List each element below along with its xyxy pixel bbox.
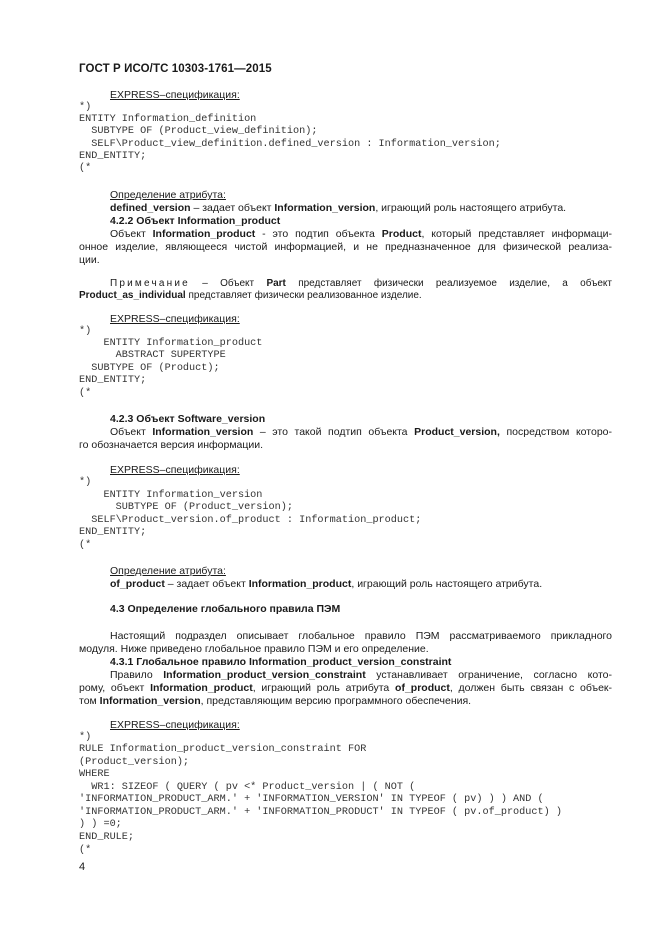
entity-name: Information_version — [152, 426, 254, 438]
code-open: *) — [79, 477, 92, 488]
text: , который представляет информаци- — [421, 228, 613, 240]
entity-name: Information_version — [99, 695, 201, 707]
text: , играющий роль атрибута — [252, 682, 396, 694]
attribute-definition-label: Определение атрибута: — [110, 189, 226, 201]
code-line: END_ENTITY; — [79, 375, 147, 386]
code-line: SUBTYPE OF (Product_version); — [79, 502, 293, 513]
code-line: SUBTYPE OF (Product); — [79, 363, 220, 374]
section-heading: 4.3 Определение глобального правила ПЭМ — [110, 603, 341, 615]
code-line: SUBTYPE OF (Product_view_definition); — [79, 126, 318, 137]
paragraph-line — [79, 228, 612, 241]
note-label: Примечание — [110, 278, 190, 289]
section-heading: 4.3.1 Глобальное правило Information_product_version_constraint — [110, 656, 452, 668]
entity-name: Information_version — [274, 202, 376, 214]
text: рому, объект — [79, 682, 151, 694]
code-line: RULE Information_product_version_constraint FOR — [79, 744, 367, 755]
express-spec-label: EXPRESS–спецификация: — [110, 89, 240, 101]
entity-name: Information_product — [248, 578, 352, 590]
code-close: (* — [79, 388, 92, 399]
code-line: WHERE — [79, 769, 110, 780]
code-line: ABSTRACT SUPERTYPE — [79, 350, 226, 361]
code-line: END_ENTITY; — [79, 151, 147, 162]
text: – Объект — [189, 278, 267, 289]
paragraph-line — [79, 695, 471, 708]
text: представляет физически реализованное изделие. — [185, 290, 422, 301]
code-close: (* — [79, 540, 92, 551]
express-spec-label: EXPRESS–спецификация: — [110, 464, 240, 476]
paragraph-line — [79, 669, 612, 682]
express-spec-label: EXPRESS–спецификация: — [110, 313, 240, 325]
code-line: ENTITY Information_version — [79, 490, 263, 501]
code-open: *) — [79, 732, 92, 743]
text: том — [79, 695, 100, 707]
entity-name: Information_product — [152, 228, 256, 240]
attribute-name: defined_version — [110, 202, 191, 214]
text: , играющий роль настоящего атрибута. — [351, 578, 543, 590]
paragraph-line: Настоящий подраздел описывает глобальное правило ПЭМ рассматриваемого прикладного — [110, 630, 612, 642]
text: устанавливает ограничение, согласно кото- — [365, 669, 612, 681]
attribute-name: of_product — [110, 578, 165, 590]
section-heading: 4.2.3 Объект Software_version — [110, 413, 266, 425]
code-line: SELF\Product_view_definition.defined_version : Information_version; — [79, 139, 501, 150]
text: представляет физически реализуемое изделие, а объект — [285, 278, 612, 289]
text: – задает объект — [164, 578, 249, 590]
entity-name: Information_product — [150, 682, 253, 694]
code-line: END_RULE; — [79, 832, 135, 843]
text: Объект — [110, 228, 153, 240]
code-line: ) ) =0; — [79, 819, 122, 830]
section-heading: 4.2.2 Объект Information_product — [110, 215, 281, 227]
entity-name: Product — [381, 228, 422, 240]
code-line: END_ENTITY; — [79, 527, 147, 538]
entity-name: Part — [266, 278, 286, 289]
entity-name: Information_product_version_constraint — [163, 669, 366, 681]
text: - это подтип объекта — [255, 228, 382, 240]
attribute-definition — [110, 202, 566, 215]
paragraph-line: онное изделие, являющееся чистой информацией, и не предназначенное для физической реализа- — [79, 241, 612, 253]
code-line: (Product_version); — [79, 757, 190, 768]
text: – задает объект — [190, 202, 275, 214]
code-line: ENTITY Information_definition — [79, 114, 257, 125]
text: Правило — [110, 669, 164, 681]
paragraph-line — [79, 682, 612, 695]
code-open: *) — [79, 102, 92, 113]
code-line: 'INFORMATION_PRODUCT_ARM.' + 'INFORMATION_VERSION' IN TYPEOF ( pv) ) ) AND ( — [79, 794, 544, 805]
text: , должен быть связан с объек- — [449, 682, 612, 694]
code-line: WR1: SIZEOF ( QUERY ( pv <* Product_version | ( NOT ( — [79, 782, 416, 793]
text: , играющий роль настоящего атрибута. — [375, 202, 567, 214]
text: Объект — [110, 426, 153, 438]
document-header: ГОСТ Р ИСО/ТС 10303-1761—2015 — [79, 63, 272, 75]
code-open: *) — [79, 326, 92, 337]
paragraph-line: го обозначается версия информации. — [79, 439, 264, 451]
text: , представляющим версию программного обеспечения. — [200, 695, 472, 707]
text: посредством которо- — [499, 426, 612, 438]
attribute-definition — [110, 578, 542, 591]
attribute-definition-label: Определение атрибута: — [110, 565, 226, 577]
code-line: ENTITY Information_product — [79, 338, 263, 349]
entity-name: Product_as_individual — [79, 290, 186, 301]
text: – это такой подтип объекта — [253, 426, 415, 438]
note-line — [79, 289, 422, 302]
code-line: 'INFORMATION_PRODUCT_ARM.' + 'INFORMATION_PRODUCT' IN TYPEOF ( pv.of_product) ) — [79, 807, 562, 818]
paragraph-line: ции. — [79, 254, 100, 266]
code-line: SELF\Product_version.of_product : Information_product; — [79, 515, 422, 526]
code-close: (* — [79, 163, 92, 174]
paragraph-line: модуля. Ниже приведено глобальное правило ПЭМ и его определение. — [79, 643, 429, 655]
code-close: (* — [79, 845, 92, 856]
express-spec-label: EXPRESS–спецификация: — [110, 719, 240, 731]
page-number: 4 — [79, 861, 86, 873]
attribute-name: of_product — [395, 682, 450, 694]
entity-name: Product_version, — [414, 426, 500, 438]
paragraph-line — [79, 426, 612, 439]
